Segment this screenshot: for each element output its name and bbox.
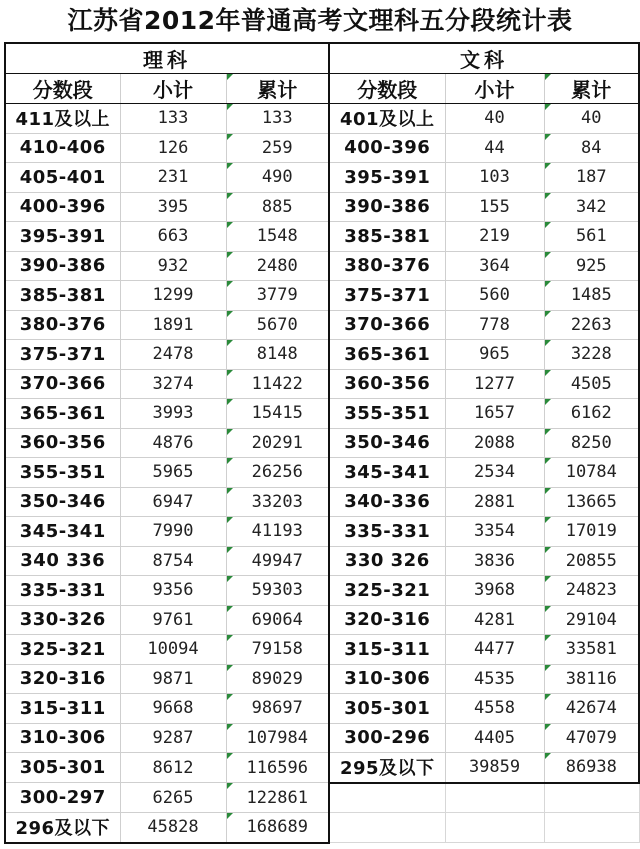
arts-subtotal-cell[interactable]: 778 — [445, 310, 544, 340]
empty-grid-cell[interactable] — [544, 783, 639, 813]
arts-cumulative-cell[interactable]: 24823 — [544, 576, 639, 606]
arts-segment-cell[interactable]: 365-361 — [329, 340, 445, 370]
arts-subtotal-cell[interactable]: 4477 — [445, 635, 544, 665]
science-subtotal-cell[interactable]: 6947 — [120, 487, 226, 517]
science-subtotal-cell[interactable]: 8754 — [120, 546, 226, 576]
science-segment-cell[interactable]: 315-311 — [5, 694, 120, 724]
science-segment-cell[interactable]: 325-321 — [5, 635, 120, 665]
science-header-segment[interactable]: 分数段 — [5, 74, 120, 104]
science-subtotal-cell[interactable]: 7990 — [120, 517, 226, 547]
arts-segment-cell[interactable]: 370-366 — [329, 310, 445, 340]
arts-header-subtotal[interactable]: 小计 — [445, 74, 544, 104]
science-subtotal-cell[interactable]: 9356 — [120, 576, 226, 606]
table-row — [5, 222, 639, 252]
arts-segment-cell[interactable]: 305-301 — [329, 694, 445, 724]
arts-cumulative-cell[interactable]: 29104 — [544, 605, 639, 635]
arts-subtotal-cell[interactable]: 2881 — [445, 487, 544, 517]
arts-subtotal-cell[interactable]: 4535 — [445, 664, 544, 694]
arts-cumulative-cell[interactable]: 925 — [544, 251, 639, 281]
science-segment-cell[interactable]: 340 336 — [5, 546, 120, 576]
science-cumulative-cell[interactable]: 133 — [226, 104, 329, 134]
arts-segment-cell[interactable]: 375-371 — [329, 281, 445, 311]
arts-subtotal-cell[interactable]: 2088 — [445, 428, 544, 458]
arts-subtotal-cell[interactable]: 4558 — [445, 694, 544, 724]
group-header-row — [5, 43, 639, 74]
arts-segment-cell[interactable]: 390-386 — [329, 192, 445, 222]
arts-cumulative-cell[interactable]: 10784 — [544, 458, 639, 488]
table-row — [5, 546, 639, 576]
science-subtotal-cell[interactable]: 395 — [120, 192, 226, 222]
arts-cumulative-cell[interactable]: 3228 — [544, 340, 639, 370]
arts-segment-cell[interactable]: 335-331 — [329, 517, 445, 547]
empty-grid-cell[interactable] — [544, 813, 639, 843]
empty-grid-cell[interactable] — [329, 813, 445, 843]
science-segment-cell[interactable]: 395-391 — [5, 222, 120, 252]
science-subtotal-cell[interactable]: 231 — [120, 163, 226, 193]
science-cumulative-cell[interactable]: 490 — [226, 163, 329, 193]
arts-segment-cell[interactable]: 360-356 — [329, 369, 445, 399]
science-cumulative-cell[interactable]: 107984 — [226, 723, 329, 753]
table-row — [5, 664, 639, 694]
science-subtotal-cell[interactable]: 3993 — [120, 399, 226, 429]
arts-subtotal-cell[interactable]: 39859 — [445, 753, 544, 783]
science-segment-cell[interactable]: 380-376 — [5, 310, 120, 340]
science-segment-cell[interactable]: 296及以下 — [5, 813, 120, 843]
science-segment-cell[interactable]: 370-366 — [5, 369, 120, 399]
table-row — [5, 517, 639, 547]
arts-cumulative-cell[interactable]: 4505 — [544, 369, 639, 399]
science-subtotal-cell[interactable]: 663 — [120, 222, 226, 252]
table-row — [5, 694, 639, 724]
arts-segment-cell[interactable]: 355-351 — [329, 399, 445, 429]
table-row — [5, 399, 639, 429]
science-segment-cell[interactable]: 410-406 — [5, 133, 120, 163]
arts-cumulative-cell[interactable]: 8250 — [544, 428, 639, 458]
arts-subtotal-cell[interactable]: 1657 — [445, 399, 544, 429]
table-row — [5, 723, 639, 753]
arts-subtotal-cell[interactable]: 3968 — [445, 576, 544, 606]
science-cumulative-cell[interactable]: 259 — [226, 133, 329, 163]
science-subtotal-cell[interactable]: 8612 — [120, 753, 226, 783]
science-subtotal-cell[interactable]: 126 — [120, 133, 226, 163]
science-cumulative-cell[interactable]: 15415 — [226, 399, 329, 429]
science-subtotal-cell[interactable]: 9668 — [120, 694, 226, 724]
arts-header-segment[interactable]: 分数段 — [329, 74, 445, 104]
empty-grid-cell[interactable] — [329, 783, 445, 813]
science-cumulative-cell[interactable]: 69064 — [226, 605, 329, 635]
arts-cumulative-cell[interactable]: 1485 — [544, 281, 639, 311]
arts-cumulative-cell[interactable]: 42674 — [544, 694, 639, 724]
statistics-table-container — [4, 42, 638, 844]
arts-subtotal-cell[interactable]: 1277 — [445, 369, 544, 399]
science-segment-cell[interactable]: 385-381 — [5, 281, 120, 311]
science-subtotal-cell[interactable]: 932 — [120, 251, 226, 281]
arts-cumulative-cell[interactable]: 38116 — [544, 664, 639, 694]
table-row — [5, 753, 639, 783]
arts-cumulative-cell[interactable]: 17019 — [544, 517, 639, 547]
arts-segment-cell[interactable]: 400-396 — [329, 133, 445, 163]
science-segment-cell[interactable]: 350-346 — [5, 487, 120, 517]
science-segment-cell[interactable]: 345-341 — [5, 517, 120, 547]
arts-segment-cell[interactable]: 395-391 — [329, 163, 445, 193]
table-row — [5, 813, 639, 843]
table-row — [5, 133, 639, 163]
science-segment-cell[interactable]: 375-371 — [5, 340, 120, 370]
science-subtotal-cell[interactable]: 1299 — [120, 281, 226, 311]
science-segment-cell[interactable]: 320-316 — [5, 664, 120, 694]
table-row — [5, 783, 639, 813]
science-cumulative-cell[interactable]: 8148 — [226, 340, 329, 370]
arts-cumulative-cell[interactable]: 40 — [544, 104, 639, 134]
arts-cumulative-cell[interactable]: 84 — [544, 133, 639, 163]
science-segment-cell[interactable]: 390-386 — [5, 251, 120, 281]
table-row — [5, 458, 639, 488]
table-row — [5, 428, 639, 458]
arts-segment-cell[interactable]: 401及以上 — [329, 104, 445, 134]
science-segment-cell[interactable]: 330-326 — [5, 605, 120, 635]
arts-segment-cell[interactable]: 320-316 — [329, 605, 445, 635]
science-cumulative-cell[interactable]: 168689 — [226, 813, 329, 843]
arts-cumulative-cell[interactable]: 86938 — [544, 753, 639, 783]
science-subtotal-cell[interactable]: 1891 — [120, 310, 226, 340]
science-cumulative-cell[interactable]: 49947 — [226, 546, 329, 576]
empty-grid-cell[interactable] — [445, 813, 544, 843]
science-cumulative-cell[interactable]: 1548 — [226, 222, 329, 252]
science-cumulative-cell[interactable]: 116596 — [226, 753, 329, 783]
science-segment-cell[interactable]: 405-401 — [5, 163, 120, 193]
table-row — [5, 635, 639, 665]
science-subtotal-cell[interactable]: 3274 — [120, 369, 226, 399]
arts-segment-cell[interactable]: 345-341 — [329, 458, 445, 488]
table-row — [5, 281, 639, 311]
science-segment-cell[interactable]: 355-351 — [5, 458, 120, 488]
table-row — [5, 605, 639, 635]
table-row — [5, 576, 639, 606]
science-segment-cell[interactable]: 305-301 — [5, 753, 120, 783]
science-subtotal-cell[interactable]: 5965 — [120, 458, 226, 488]
science-segment-cell[interactable]: 400-396 — [5, 192, 120, 222]
arts-segment-cell[interactable]: 340-336 — [329, 487, 445, 517]
science-subtotal-cell[interactable]: 10094 — [120, 635, 226, 665]
science-cumulative-cell[interactable]: 3779 — [226, 281, 329, 311]
arts-subtotal-cell[interactable]: 364 — [445, 251, 544, 281]
score-statistics-table — [4, 42, 640, 844]
arts-cumulative-cell[interactable]: 342 — [544, 192, 639, 222]
science-group-label: 理科 — [5, 43, 329, 74]
table-row — [5, 310, 639, 340]
science-cumulative-cell[interactable]: 79158 — [226, 635, 329, 665]
science-segment-cell[interactable]: 300-297 — [5, 783, 120, 813]
arts-cumulative-cell[interactable]: 20855 — [544, 546, 639, 576]
science-cumulative-cell[interactable]: 33203 — [226, 487, 329, 517]
arts-segment-cell[interactable]: 295及以下 — [329, 753, 445, 783]
science-cumulative-cell[interactable]: 11422 — [226, 369, 329, 399]
science-segment-cell[interactable]: 365-361 — [5, 399, 120, 429]
arts-segment-cell[interactable]: 350-346 — [329, 428, 445, 458]
arts-header-cumulative[interactable]: 累计 — [544, 74, 639, 104]
arts-subtotal-cell[interactable]: 3836 — [445, 546, 544, 576]
science-segment-cell[interactable]: 360-356 — [5, 428, 120, 458]
science-subtotal-cell[interactable]: 9761 — [120, 605, 226, 635]
table-row — [5, 192, 639, 222]
empty-grid-cell[interactable] — [445, 783, 544, 813]
arts-subtotal-cell[interactable]: 4281 — [445, 605, 544, 635]
table-row — [5, 369, 639, 399]
science-header-cumulative[interactable]: 累计 — [226, 74, 329, 104]
science-cumulative-cell[interactable]: 41193 — [226, 517, 329, 547]
arts-subtotal-cell[interactable]: 3354 — [445, 517, 544, 547]
arts-group-label: 文科 — [329, 43, 639, 74]
page-title: 江苏省2012年普通高考文理科五分段统计表 — [67, 6, 573, 35]
science-cumulative-cell[interactable]: 885 — [226, 192, 329, 222]
science-segment-cell[interactable]: 310-306 — [5, 723, 120, 753]
science-cumulative-cell[interactable]: 122861 — [226, 783, 329, 813]
arts-cumulative-cell[interactable]: 33581 — [544, 635, 639, 665]
science-subtotal-cell[interactable]: 9287 — [120, 723, 226, 753]
science-cumulative-cell[interactable]: 89029 — [226, 664, 329, 694]
science-cumulative-cell[interactable]: 59303 — [226, 576, 329, 606]
science-cumulative-cell[interactable]: 5670 — [226, 310, 329, 340]
science-subtotal-cell[interactable]: 45828 — [120, 813, 226, 843]
arts-cumulative-cell[interactable]: 47079 — [544, 723, 639, 753]
table-row — [5, 163, 639, 193]
arts-subtotal-cell[interactable]: 44 — [445, 133, 544, 163]
arts-subtotal-cell[interactable]: 219 — [445, 222, 544, 252]
arts-cumulative-cell[interactable]: 2263 — [544, 310, 639, 340]
column-header-row — [5, 74, 639, 104]
table-row — [5, 487, 639, 517]
arts-segment-cell[interactable]: 330 326 — [329, 546, 445, 576]
science-cumulative-cell[interactable]: 2480 — [226, 251, 329, 281]
science-subtotal-cell[interactable]: 9871 — [120, 664, 226, 694]
arts-subtotal-cell[interactable]: 560 — [445, 281, 544, 311]
arts-subtotal-cell[interactable]: 155 — [445, 192, 544, 222]
arts-segment-cell[interactable]: 310-306 — [329, 664, 445, 694]
science-subtotal-cell[interactable]: 2478 — [120, 340, 226, 370]
arts-subtotal-cell[interactable]: 103 — [445, 163, 544, 193]
science-segment-cell[interactable]: 411及以上 — [5, 104, 120, 134]
arts-cumulative-cell[interactable]: 13665 — [544, 487, 639, 517]
arts-subtotal-cell[interactable]: 4405 — [445, 723, 544, 753]
science-cumulative-cell[interactable]: 98697 — [226, 694, 329, 724]
arts-segment-cell[interactable]: 300-296 — [329, 723, 445, 753]
arts-segment-cell[interactable]: 315-311 — [329, 635, 445, 665]
arts-subtotal-cell[interactable]: 2534 — [445, 458, 544, 488]
table-row — [5, 104, 639, 134]
arts-cumulative-cell[interactable]: 187 — [544, 163, 639, 193]
science-header-subtotal[interactable]: 小计 — [120, 74, 226, 104]
science-cumulative-cell[interactable]: 20291 — [226, 428, 329, 458]
table-row — [5, 251, 639, 281]
science-segment-cell[interactable]: 335-331 — [5, 576, 120, 606]
science-subtotal-cell[interactable]: 4876 — [120, 428, 226, 458]
arts-cumulative-cell[interactable]: 561 — [544, 222, 639, 252]
science-subtotal-cell[interactable]: 6265 — [120, 783, 226, 813]
science-subtotal-cell[interactable]: 133 — [120, 104, 226, 134]
arts-subtotal-cell[interactable]: 965 — [445, 340, 544, 370]
arts-subtotal-cell[interactable]: 40 — [445, 104, 544, 134]
arts-segment-cell[interactable]: 380-376 — [329, 251, 445, 281]
arts-segment-cell[interactable]: 325-321 — [329, 576, 445, 606]
table-row — [5, 340, 639, 370]
science-cumulative-cell[interactable]: 26256 — [226, 458, 329, 488]
arts-cumulative-cell[interactable]: 6162 — [544, 399, 639, 429]
arts-segment-cell[interactable]: 385-381 — [329, 222, 445, 252]
